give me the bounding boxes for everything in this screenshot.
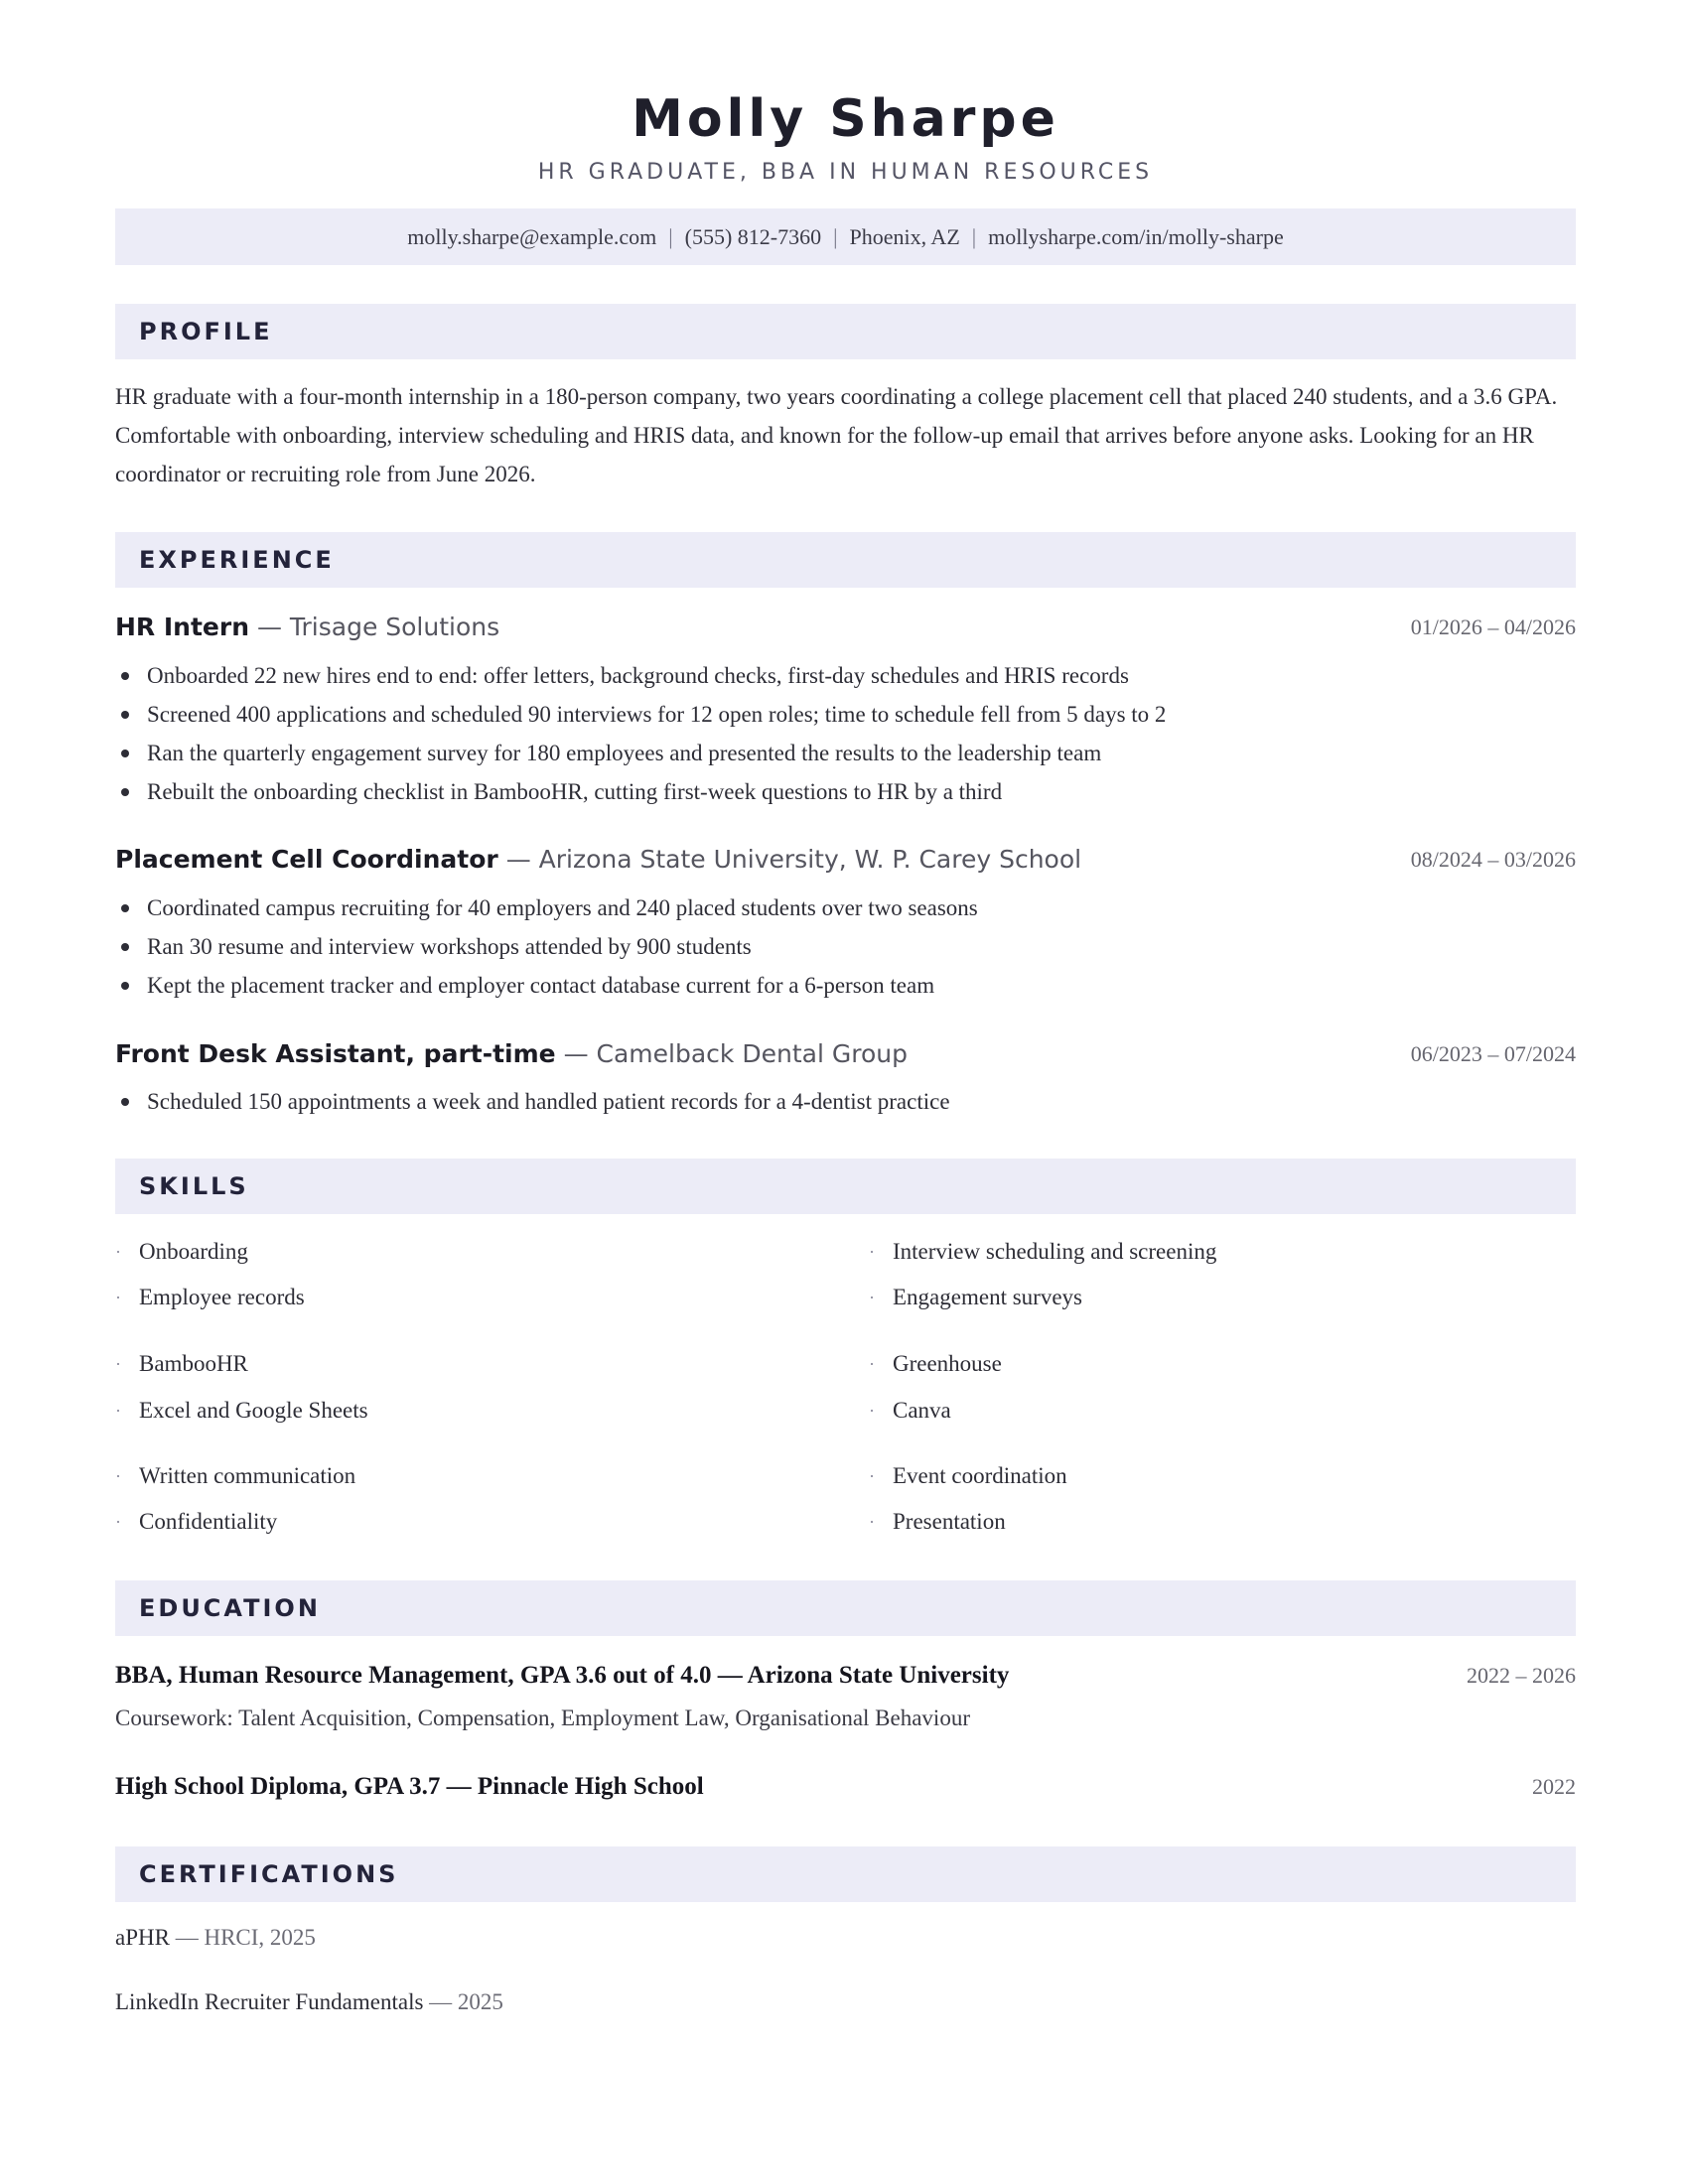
list-item: Kept the placement tracker and employer contact database current for a 6-person team [115,966,1576,1005]
bullet-dot [121,788,129,796]
job-heading [115,840,1576,880]
job-role: Placement Cell Coordinator [115,845,498,874]
job-dates: 06/2023 – 07/2024 [1410,1041,1576,1066]
job-dates: 01/2026 – 04/2026 [1410,614,1576,639]
education-dates: 2022 [1532,1774,1576,1799]
section-title: CERTIFICATIONS [139,1860,399,1888]
coursework: Coursework: Talent Acquisition, Compensation, Employment Law, Organisational Behaviour [115,1706,970,1730]
bullet-dot [121,711,129,719]
skill-bullet: · [869,1242,875,1262]
section-title: SKILLS [139,1172,249,1200]
certification-name: aPHR [115,1925,170,1950]
list-item: Rebuilt the onboarding checklist in BambooHR, cutting first-week questions to HR by a third [115,772,1576,811]
skill-bullet: · [115,1401,121,1421]
job-heading [115,608,1576,647]
bullet-dot [121,904,129,912]
experience-section-header [115,532,1576,588]
education-heading [115,1767,1576,1807]
certifications-section-header [115,1846,1576,1902]
skill-bullet: · [869,1466,875,1486]
profile-section-header [115,304,1576,359]
bullet-dot [121,943,129,951]
list-item: Onboarded 22 new hires end to end: offer letters, background checks, first-day schedules and HRIS records [115,656,1576,695]
skill-bullet: · [115,1354,121,1374]
skill-bullet: · [115,1242,121,1262]
job-bullets [115,888,1576,1005]
education-heading [115,1656,1576,1696]
bullet-dot [121,982,129,990]
profile-summary: HR graduate with a four-month internship in a 180-person company, two years coordinating a college placement cell that placed 240 students, and a 3.6 GPA. Comfortable with onboarding, interview scheduling and HRIS data, and known for the follow-up email that arrives before anyone asks. Looking for an HR coordinator or recruiting role from June 2026. [115,384,1558,486]
job-bullets [115,656,1576,811]
job-role: Front Desk Assistant, part-time [115,1039,556,1068]
certification-item [115,1920,316,1956]
contact-location: Phoenix, AZ [849,224,960,249]
skill-bullet: · [115,1466,121,1486]
list-item: Ran 30 resume and interview workshops attended by 900 students [115,927,1576,966]
list-item: Ran the quarterly engagement survey for 180 employees and presented the results to the leadership team [115,734,1576,772]
bullet-dot [121,1098,129,1106]
job-company: — Arizona State University, W. P. Carey School [497,845,1082,874]
contact-phone: (555) 812-7360 [684,224,822,249]
job-dates: 08/2024 – 03/2026 [1410,847,1576,872]
skill-bullet: · [869,1512,875,1532]
candidate-name: Molly Sharpe [632,89,1059,149]
degree-title: BBA, Human Resource Management, GPA 3.6 out of 4.0 — Arizona State University [115,1662,1010,1689]
skill-bullet: · [869,1354,875,1374]
skill-bullet: · [115,1288,121,1307]
contact-bar [115,208,1576,265]
certification-issuer: — 2025 [423,1989,503,2014]
job-bullets [115,1082,1576,1121]
degree-title: High School Diploma, GPA 3.7 — Pinnacle High School [115,1773,704,1800]
certification-issuer: — HRCI, 2025 [169,1925,316,1950]
job-company: — Camelback Dental Group [555,1039,908,1068]
list-item: Coordinated campus recruiting for 40 employers and 240 placed students over two seasons [115,888,1576,927]
skill-bullet: · [869,1401,875,1421]
job-role: HR Intern [115,613,250,641]
candidate-headline: HR GRADUATE, BBA IN HUMAN RESOURCES [537,160,1154,185]
contact-website[interactable]: mollysharpe.com/in/molly-sharpe [988,224,1284,249]
certification-item [115,1984,503,2020]
bullet-dot [121,750,129,757]
list-item: Scheduled 150 appointments a week and handled patient records for a 4-dentist practice [115,1082,1576,1121]
contact-separator: | [833,224,838,249]
certification-name: LinkedIn Recruiter Fundamentals [115,1989,424,2014]
contact-email[interactable]: molly.sharpe@example.com [407,224,657,249]
section-title: PROFILE [139,318,273,345]
section-title: EXPERIENCE [139,546,335,574]
skill-bullet: · [869,1288,875,1307]
bullet-dot [121,672,129,680]
contact-separator: | [971,224,977,249]
skill-bullet: · [115,1512,121,1532]
job-company: — Trisage Solutions [249,613,500,641]
education-section-header [115,1580,1576,1636]
list-item: Screened 400 applications and scheduled 90 interviews for 12 open roles; time to schedule fell from 5 days to 2 [115,695,1576,734]
job-heading [115,1034,1576,1074]
section-title: EDUCATION [139,1594,321,1622]
education-dates: 2022 – 2026 [1467,1663,1576,1688]
skills-section-header [115,1159,1576,1214]
contact-separator: | [668,224,673,249]
